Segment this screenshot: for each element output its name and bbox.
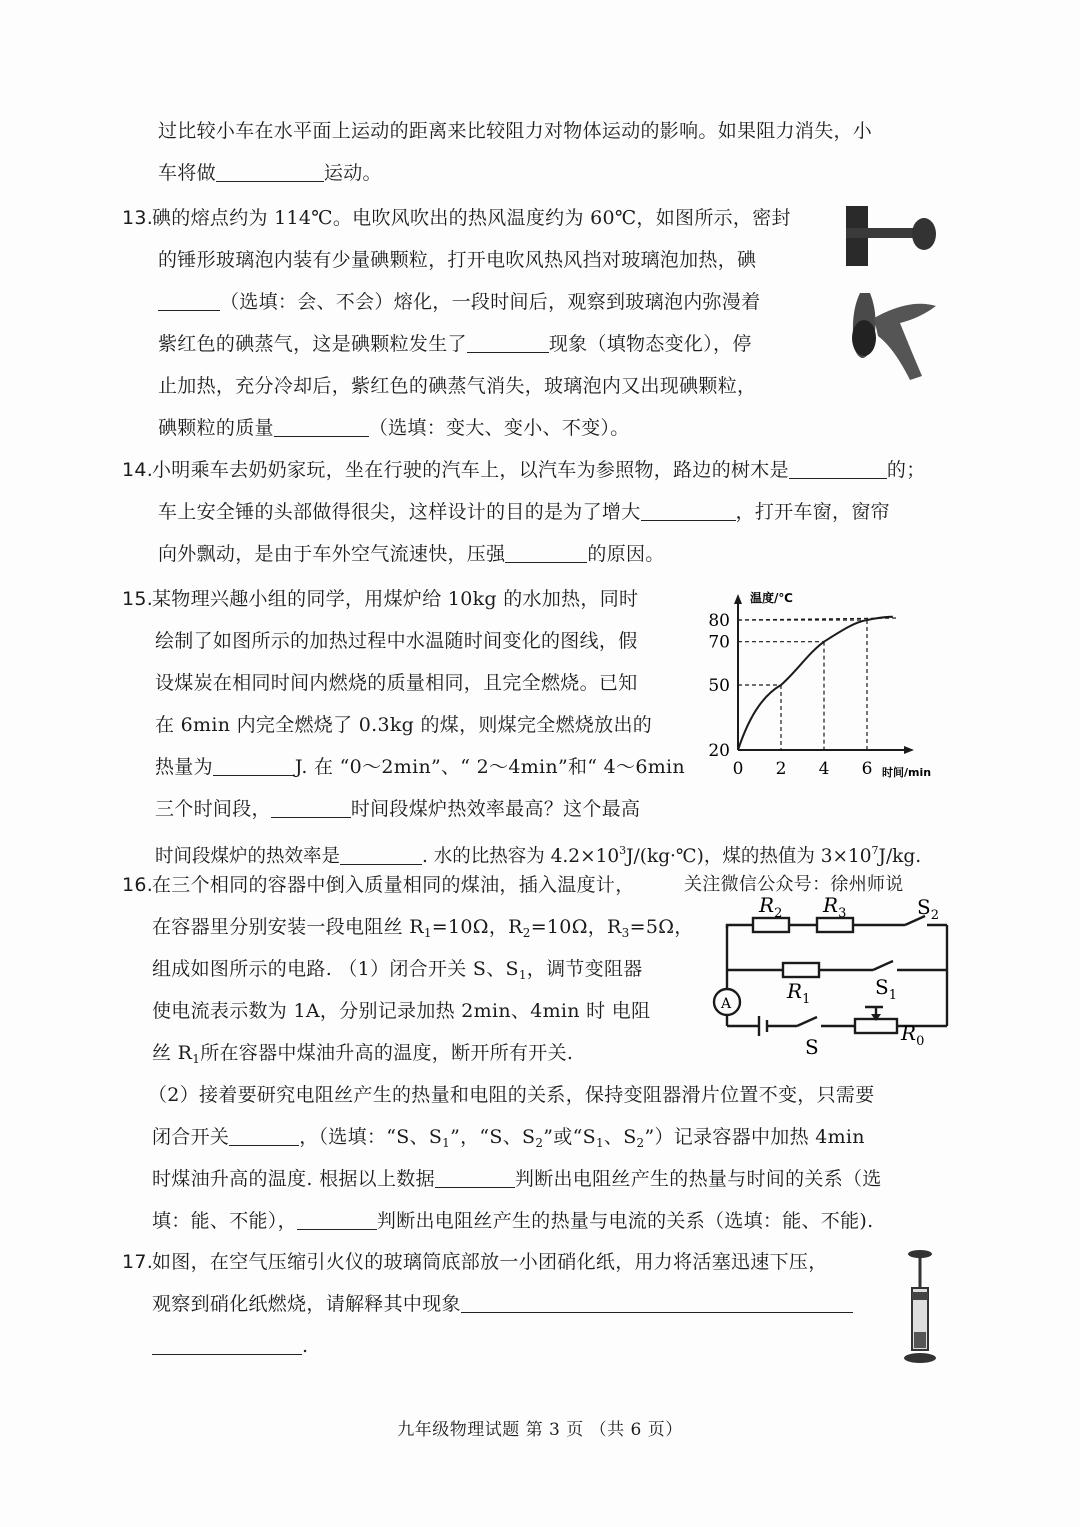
text-line	[155, 796, 640, 822]
text: ，打开车窗，窗帘	[735, 501, 890, 523]
text-line: 在 6min 内完全燃烧了 0.3kg 的煤，则煤完全燃烧放出的	[155, 714, 653, 736]
text: 运动。	[323, 162, 382, 184]
question-number: 16.	[122, 874, 154, 896]
answer-blank[interactable]	[271, 797, 351, 818]
text: 丝 R	[152, 1042, 193, 1064]
temperature-time-chart	[700, 582, 960, 787]
text: ，（选填：“S、S	[299, 1126, 443, 1148]
hair-dryer-iodine-icon	[840, 198, 940, 388]
r3-label: $R_3$	[823, 893, 847, 921]
subscript: 2	[535, 1136, 544, 1150]
text: 闭合开关	[152, 1126, 230, 1148]
text: 车上安全锤的头部做得很尖，这样设计的目的是为了增大	[158, 501, 641, 523]
y-tick-label: 20	[708, 741, 730, 761]
answer-blank[interactable]	[297, 1209, 377, 1230]
subscript: 1	[518, 968, 527, 982]
text-line	[152, 1291, 853, 1317]
text-line	[158, 499, 890, 525]
text: ”）记录容器中加热 4min	[644, 1126, 865, 1148]
text: 紫红色的碘蒸气，这是碘颗粒发生了	[158, 333, 467, 355]
text: 向外飘动，是由于车外空气流速快，压强	[158, 543, 506, 565]
subscript: 1	[442, 1136, 451, 1150]
answer-blank[interactable]	[505, 542, 587, 563]
text: ”或“S	[543, 1126, 596, 1148]
text: =10Ω，R	[530, 916, 622, 938]
text-line: 过比较小车在水平面上运动的距离来比较阻力对物体运动的影响。如果阻力消失，小	[158, 120, 873, 142]
resistor-r1	[783, 963, 819, 977]
x-tick-label: 6	[861, 759, 873, 779]
text: 判断出电阻丝产生的热量与时间的关系（选	[514, 1168, 882, 1190]
s-label: S	[805, 1035, 819, 1059]
x-tick-label: 4	[818, 759, 830, 779]
text-line	[152, 1333, 308, 1359]
answer-blank[interactable]	[274, 416, 369, 437]
text-line	[152, 914, 694, 946]
text-line: 碘的熔点约为 114℃。电吹风吹出的热风温度约为 60℃，如图所示，密封	[152, 207, 791, 229]
r2-label: $R_2$	[759, 893, 783, 921]
text: 的；	[886, 459, 926, 481]
text: J. 在 “0～2min”、“ 2～4min”和“ 4～6min	[294, 756, 685, 778]
series-line	[738, 617, 893, 750]
question-number: 17.	[122, 1251, 154, 1273]
question-number: 13.	[122, 207, 154, 229]
text: 热量为	[155, 756, 213, 778]
text-line: 在三个相同的容器中倒入质量相同的煤油，插入温度计，	[152, 874, 635, 896]
answer-blank[interactable]	[461, 1292, 853, 1313]
text: （选填：变大、变小、不变）。	[368, 417, 630, 439]
text-line	[152, 1124, 865, 1156]
r1-label: $R_1$	[787, 979, 811, 1007]
answer-blank[interactable]	[158, 290, 220, 311]
fire-piston-icon	[898, 1248, 942, 1366]
superscript: 7	[871, 844, 879, 857]
text-line: 的锤形玻璃泡内装有少量碘颗粒，打开电吹风热风挡对玻璃泡加热，碘	[158, 249, 757, 271]
answer-blank[interactable]	[229, 1125, 299, 1146]
text: 时间段煤炉热效率最高？这个最高	[350, 798, 641, 820]
text: ”，“S、S	[450, 1126, 536, 1148]
answer-blank[interactable]	[340, 844, 422, 865]
text-line	[152, 1208, 873, 1234]
subscript: 1	[192, 1052, 201, 1066]
text: =5Ω，	[629, 916, 694, 938]
text-line: 设煤炭在相同时间内燃烧的质量相同，且完全燃烧。已知	[155, 672, 638, 694]
y-axis-arrow-icon	[734, 594, 742, 604]
question-number: 15.	[122, 588, 154, 610]
x-axis-arrow-icon	[904, 746, 914, 754]
subscript: 3	[621, 926, 630, 940]
text-line	[158, 160, 382, 186]
text: 时煤油升高的温度. 根据以上数据	[152, 1168, 435, 1190]
r0-label: $R_0$	[901, 1021, 925, 1049]
y-tick-label: 70	[708, 632, 730, 653]
text-line: 某物理兴趣小组的同学，用煤炉给 10kg 的水加热，同时	[152, 588, 639, 610]
text-line	[152, 1040, 573, 1072]
text-line: 绘制了如图所示的加热过程中水温随时间变化的图线，假	[155, 630, 638, 652]
text-line: 使电流表示数为 1A，分别记录加热 2min、4min 时 电阻	[152, 1000, 651, 1022]
text: 的原因。	[587, 543, 665, 565]
text: 观察到硝化纸燃烧，请解释其中现象	[152, 1293, 461, 1315]
subscript: 2	[636, 1136, 645, 1150]
text-line	[158, 289, 760, 315]
watermark: 关注微信公众号：徐州师说	[684, 874, 904, 895]
question-number: 14.	[122, 459, 154, 481]
subscript: 2	[522, 926, 531, 940]
text: J/kg.	[878, 846, 922, 867]
superscript: 3	[619, 844, 627, 857]
text-line	[158, 415, 630, 441]
answer-blank[interactable]	[435, 1167, 515, 1188]
text: 车将做	[158, 162, 216, 184]
text: 三个时间段，	[155, 798, 271, 820]
answer-blank[interactable]	[152, 1334, 302, 1355]
answer-blank[interactable]	[213, 755, 295, 776]
resistor-r2	[753, 918, 789, 932]
chart-svg	[700, 582, 960, 787]
subscript: 1	[423, 926, 432, 940]
text: 填：能、不能），	[152, 1210, 297, 1232]
text: 组成如图所示的电路. （1）闭合开关 S、S	[152, 958, 519, 980]
text: ，调节变阻器	[526, 958, 643, 980]
answer-blank[interactable]	[789, 458, 887, 479]
circuit-svg	[705, 890, 960, 1070]
y-tick-label: 80	[708, 611, 730, 631]
text: .	[302, 1335, 309, 1357]
text-line	[152, 956, 643, 988]
x-axis-label: 时间/min	[882, 766, 932, 779]
rheostat-r0	[855, 1019, 897, 1033]
text-line	[158, 541, 665, 567]
text: 时间段煤炉的热效率是	[155, 846, 341, 867]
text-line	[152, 1166, 882, 1192]
y-tick-label: 50	[708, 676, 730, 696]
y-axis-label: 温度/℃	[750, 591, 793, 605]
text-line: 如图，在空气压缩引火仪的玻璃筒底部放一小团硝化纸，用力将活塞迅速下压，	[152, 1251, 828, 1273]
text-line: （2）接着要研究电阻丝产生的热量和电阻的关系，保持变阻器滑片位置不变，只需要	[148, 1084, 875, 1106]
subscript: 1	[595, 1136, 604, 1150]
circuit-diagram	[705, 890, 960, 1070]
s1-label: $S_1$	[875, 975, 897, 1003]
answer-blank[interactable]	[641, 500, 736, 521]
text-line	[158, 331, 752, 357]
answer-blank[interactable]	[467, 332, 549, 353]
text: 所在容器中煤油升高的温度，断开所有开关.	[200, 1042, 574, 1064]
text: 碘颗粒的质量	[158, 417, 274, 439]
text: 、S	[603, 1126, 637, 1148]
s2-label: $S_2$	[917, 895, 939, 923]
text: 现象（填物态变化），停	[548, 333, 752, 355]
text: =10Ω，R	[431, 916, 523, 938]
text: . 水的比热容为 4.2×10	[422, 846, 620, 867]
page-footer: 九年级物理试题 第 3 页 （共 6 页）	[397, 1420, 683, 1440]
iodine-bulb-figure	[840, 198, 940, 388]
text-line	[155, 754, 685, 780]
fire-piston-figure	[898, 1248, 942, 1366]
text-line: 止加热，充分冷却后，紫红色的碘蒸气消失，玻璃泡内又出现碘颗粒，	[158, 375, 757, 397]
text: 判断出电阻丝产生的热量与电流的关系（选填：能、不能).	[376, 1210, 874, 1232]
resistor-r3	[817, 918, 853, 932]
x-tick-label: 0	[732, 759, 744, 779]
text-line	[155, 838, 921, 870]
text: 小明乘车去奶奶家玩，坐在行驶的汽车上，以汽车为参照物，路边的树木是	[152, 459, 789, 481]
answer-blank[interactable]	[216, 161, 324, 182]
text: J/(kg·℃)，煤的热值为 3×10	[626, 846, 872, 867]
text: （选填：会、不会）熔化，一段时间后，观察到玻璃泡内弥漫着	[220, 291, 761, 313]
x-tick-label: 2	[775, 759, 787, 779]
ammeter-label: A	[721, 996, 732, 1012]
text-line	[152, 457, 926, 483]
text: 在容器里分别安装一段电阻丝 R	[152, 916, 424, 938]
